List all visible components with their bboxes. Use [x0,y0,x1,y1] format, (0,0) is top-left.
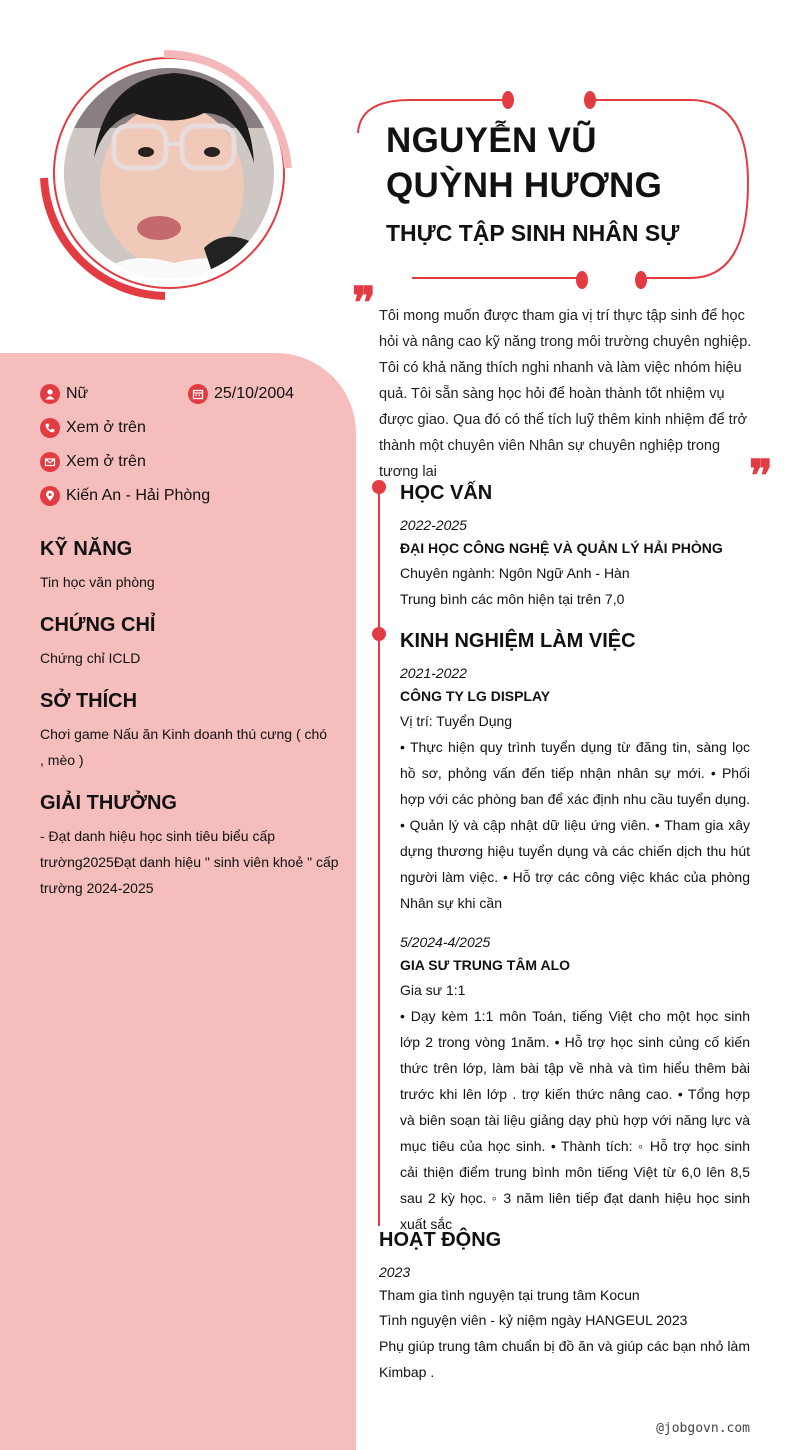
open-quote-icon: ❞ [352,278,376,329]
activities-heading: HOẠT ĐỘNG [379,1229,502,1251]
job-2-company: GIA SƯ TRUNG TÂM ALO [400,957,571,973]
mail-icon [40,452,60,472]
location-icon [40,486,60,506]
skills-text: Tin học văn phòng [40,574,155,590]
contact-phone [40,418,146,438]
gender-text: Nữ [66,385,89,402]
close-quote-icon: ❞ [749,451,773,502]
address-text: Kiến An - Hải Phòng [66,487,211,504]
timeline-line [378,486,380,1226]
job-2-period: 5/2024-4/2025 [400,934,491,950]
job-2-description: • Dạy kèm 1:1 môn Toán, tiếng Việt cho một học sinh lớp 2 trong vòng 1năm. • Hỗ trợ học sinh củng cố kiến thức trên lớp, làm bài tập về nhà và tìm hiểu thêm bài trước khi lên lớp . trợ kiến thức nâng cao. • Tổng hợp và biên soạn tài liệu giảng dạy phù hợp với năng lực và mục tiêu của học sinh. • Thành tích: ◦ Hỗ trợ học sinh cải thiện điểm trung bình môn tiếng Việt từ 6,0 lên 8,5 sau 2 kỳ học. ◦ 3 năm liên tiếp đạt danh hiệu học sinh xuất sắc [400,1008,750,1232]
phone-icon [40,418,60,438]
sidebar-background [0,353,356,1450]
hobbies-text: Chơi game Nấu ăn Kinh doanh thú cưng ( chó , mèo ) [40,726,328,768]
education-school: ĐẠI HỌC CÔNG NGHỆ VÀ QUẢN LÝ HẢI PHÒNG [400,540,723,556]
timeline-dot-education [372,480,386,494]
education-period: 2022-2025 [400,517,467,533]
activities-line-3: Phụ giúp trung tâm chuẩn bị đồ ăn và giúp các bạn nhỏ làm Kimbap . [379,1338,750,1380]
name-line-2: QUỲNH HƯƠNG [386,166,663,205]
activities-period: 2023 [379,1264,411,1280]
certificates-heading: CHỨNG CHỈ [40,614,156,636]
experience-heading: KINH NGHIỆM LÀM VIỆC [400,630,636,652]
job-1-period: 2021-2022 [400,665,467,681]
avatar [64,68,274,278]
activities-line-1: Tham gia tình nguyện tại trung tâm Kocun [379,1287,640,1303]
skills-heading: KỸ NĂNG [40,538,133,560]
education-gpa: Trung bình các môn hiện tại trên 7,0 [400,591,625,607]
name-line-1: NGUYỄN VŨ [386,121,597,160]
career-objective: Tôi mong muốn được tham gia vị trí thực tập sinh để học hỏi và nâng cao kỹ năng trong môi trường chuyên nghiệp. Tôi có khả năng thích nghi nhanh và làm việc nhóm hiệu quả. Tôi sẵn sàng học hỏi để hoàn thành tốt nhiệm vụ được giao. Qua đó có thể tích luỹ thêm kinh nhiệm để trở thành một chuyên viên Nhân sự chuyên nghiệp trong tương lai [379,308,752,480]
awards-heading: GIẢI THƯỞNG [40,792,177,814]
avatar-frame [38,48,294,304]
job-1-company: CÔNG TY LG DISPLAY [400,688,551,704]
phone-text: Xem ở trên [66,419,146,436]
contact-address [40,486,210,506]
birthday-text: 25/10/2004 [214,385,295,402]
hobbies-heading: SỞ THÍCH [40,690,138,712]
activities-line-2: Tình nguyện viên - kỷ niệm ngày HANGEUL 2023 [379,1312,688,1328]
timeline-dot-experience [372,627,386,641]
profile-photo [64,68,274,278]
email-text: Xem ở trên [66,453,146,470]
certificates-text: Chứng chỉ ICLD [40,650,141,666]
job-2-position: Gia sư 1:1 [400,982,466,998]
contact-birthday [188,384,294,404]
footer-watermark: @jobgovn.com [656,1421,750,1436]
job-1-description: • Thực hiện quy trình tuyển dụng từ đăng tin, sàng lọc hồ sơ, phỏng vấn đến tiếp nhận nhân sự mới. • Phối hợp với các phòng ban để xác định nhu cầu tuyển dụng. • Quản lý và cập nhật dữ liệu ứng viên. • Tham gia xây dựng thương hiệu tuyển dụng và các chiến dịch thu hút người làm việc. • Hỗ trợ các công việc khác của phòng Nhân sự khi cần [400,739,750,911]
calendar-icon [188,384,208,404]
job-1-position: Vị trí: Tuyển Dụng [400,713,513,729]
education-heading: HỌC VẤN [400,482,493,504]
contact-gender [40,384,88,404]
education-major: Chuyên ngành: Ngôn Ngữ Anh - Hàn [400,565,630,581]
candidate-name [386,118,662,208]
job-title: THỰC TẬP SINH NHÂN SỰ [386,220,680,246]
awards-text: - Đạt danh hiệu học sinh tiêu biểu cấp trường2025Đạt danh hiệu " sinh viên khoẻ " cấp trường 2024-2025 [40,828,339,896]
user-icon [40,384,60,404]
contact-email [40,452,146,472]
